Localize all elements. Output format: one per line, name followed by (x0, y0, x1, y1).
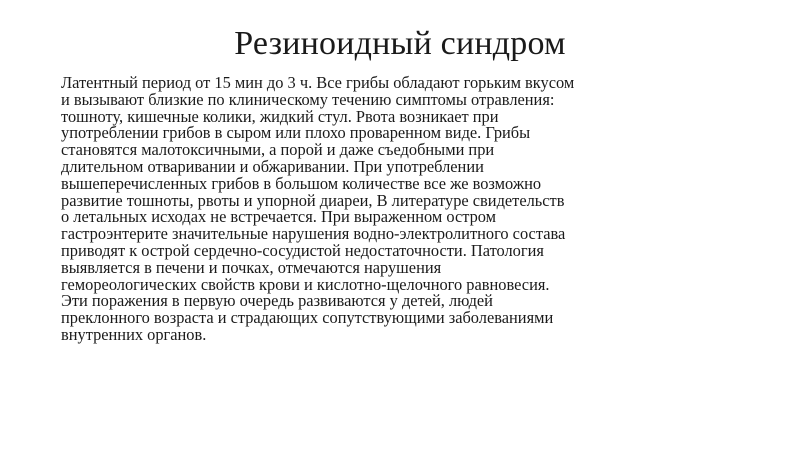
body-line: о летальных исходах не встречается. При выраженном остром (61, 207, 497, 227)
body-line: и вызывают близкие по клиническому течению симптомы отравления: (61, 89, 555, 109)
body-line: Латентный период от 15 мин до 3 ч. Все грибы обладают горьким вкусом (61, 73, 575, 92)
body-line: гемореологических свойств крови и кислотно-щелочного равновесия. (61, 274, 550, 294)
body-line: гастроэнтерите значительные нарушения водно-электролитного состава (61, 224, 566, 244)
body-line: длительном отваривании и обжаривании. При употреблении (61, 156, 484, 176)
body-line: вышеперечисленных грибов в большом количестве все же возможно (61, 173, 542, 193)
body-line: преклонного возраста и страдающих сопутствующими заболеваниями (61, 308, 554, 328)
body-line: Эти поражения в первую очередь развиваются у детей, людей (61, 291, 493, 311)
body-line: употреблении грибов в сыром или плохо проваренном виде. Грибы (61, 123, 531, 143)
body-line: развитие тошноты, рвоты и упорной диареи, В литературе свидетельств (61, 190, 565, 210)
slide-title: Резиноидный синдром (234, 25, 566, 62)
body-line: становятся малотоксичными, а порой и даже съедобными при (61, 140, 495, 160)
body-line: выявляется в печени и почках, отмечаются нарушения (61, 257, 442, 277)
body-line: внутренних органов. (61, 324, 207, 344)
slide-body-text (61, 75, 751, 344)
body-line: тошноту, кишечные колики, жидкий стул. Рвота возникает при (61, 106, 499, 126)
body-line: приводят к острой сердечно-сосудистой недостаточности. Патология (61, 240, 544, 260)
